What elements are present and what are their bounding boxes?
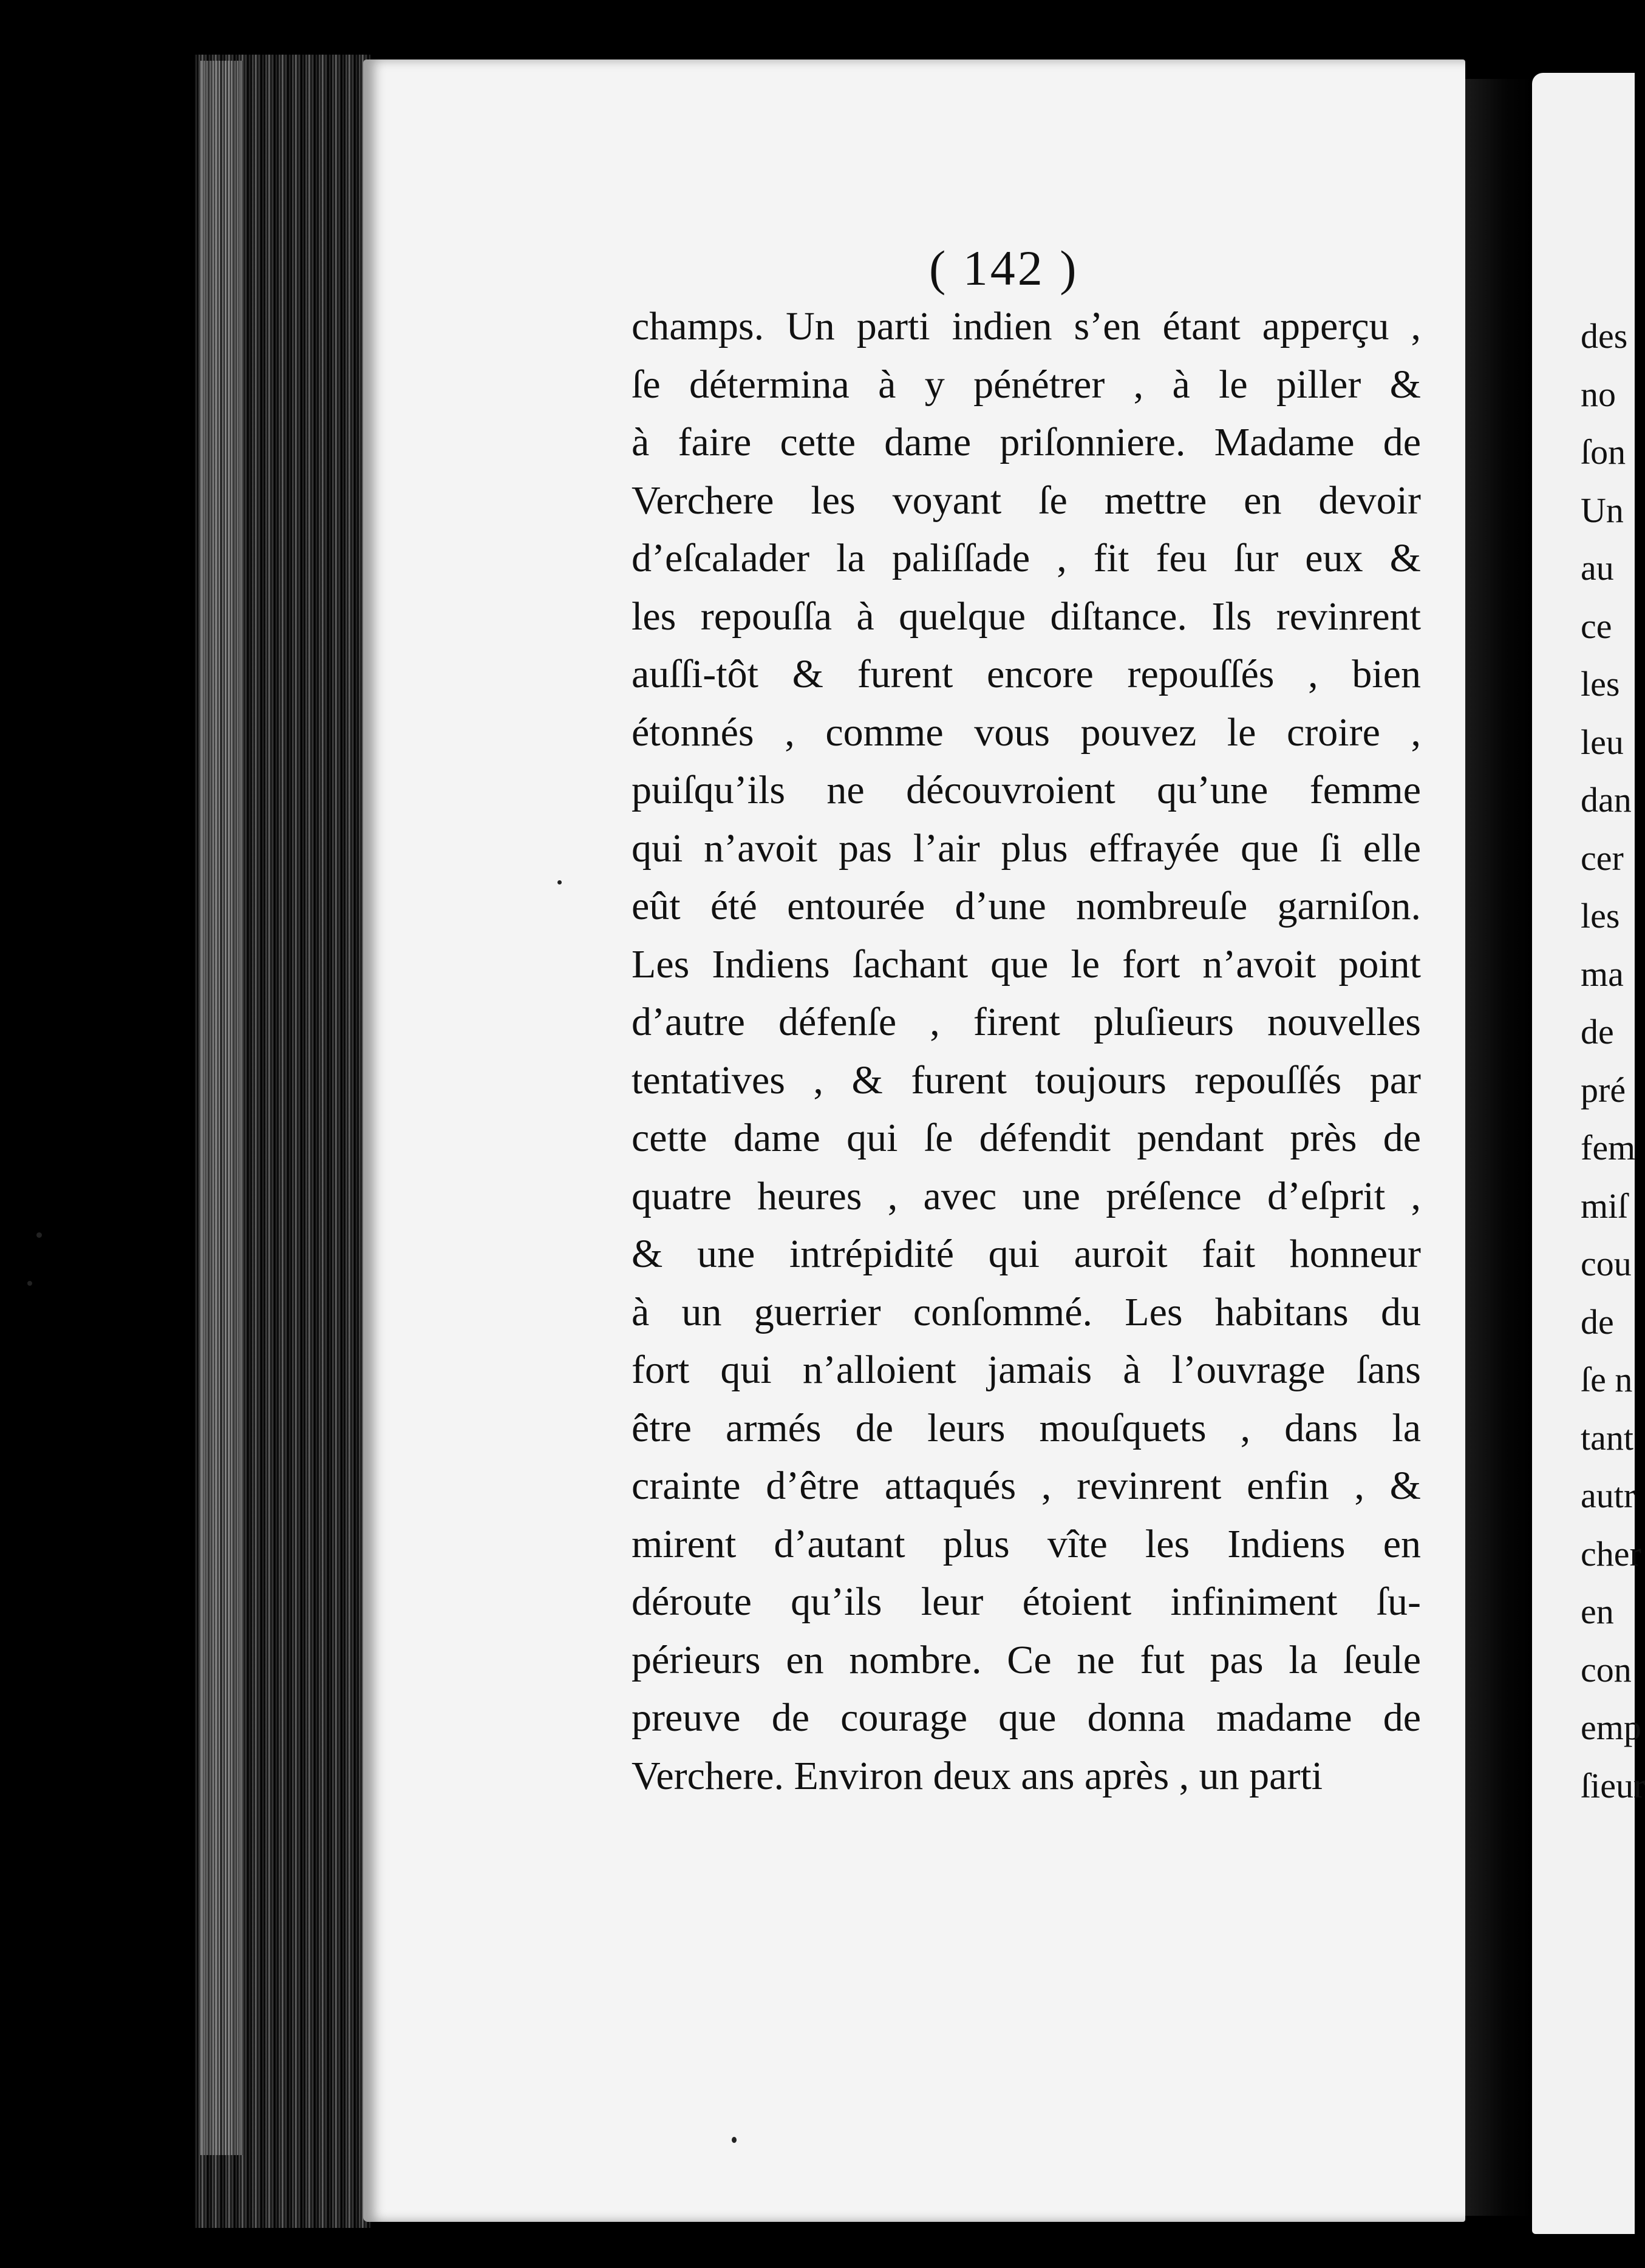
book-gutter — [1465, 79, 1532, 2216]
adjacent-text-fragment: tant — [1581, 1418, 1633, 1458]
adjacent-text-fragment: miſ — [1581, 1186, 1628, 1226]
text-line: Les Indiens ſachant que le fort n’avoit point — [632, 942, 1421, 986]
text-line: & une intrépidité qui auroit fait honneur — [632, 1232, 1421, 1276]
adjacent-text-fragment: cer — [1581, 838, 1624, 878]
adjacent-text-fragment: au — [1581, 548, 1614, 588]
text-line: étonnés , comme vous pouvez le croire , — [632, 710, 1421, 755]
adjacent-text-fragment: ma — [1581, 954, 1624, 994]
text-line: champs. Un parti indien s’en étant apperçu , — [632, 304, 1421, 348]
text-line: déroute qu’ils leur étoient infiniment ſu- — [632, 1580, 1421, 1624]
text-line: crainte d’être attaqués , revinrent enfin , & — [632, 1464, 1421, 1508]
adjacent-text-fragment: emp — [1581, 1708, 1641, 1747]
adjacent-text-fragment: Un — [1581, 490, 1624, 530]
adjacent-text-fragment: leu — [1581, 722, 1624, 762]
adjacent-text-fragment: les — [1581, 664, 1620, 704]
text-line: tentatives , & furent toujours repouſſés par — [632, 1058, 1421, 1102]
text-line: fort qui n’alloient jamais à l’ouvrage ſans — [632, 1348, 1421, 1392]
adjacent-text-fragment: con — [1581, 1649, 1632, 1689]
adjacent-text-fragment: de — [1581, 1012, 1614, 1051]
adjacent-text-fragment: ſieur — [1581, 1765, 1645, 1805]
text-line: puiſqu’ils ne découvroient qu’une femme — [632, 768, 1421, 812]
adjacent-text-fragment: pré — [1581, 1070, 1626, 1110]
adjacent-text-fragment: cou — [1581, 1244, 1632, 1283]
adjacent-text-fragment: autr — [1581, 1476, 1636, 1515]
adjacent-text-fragment: dan — [1581, 780, 1632, 820]
text-line: périeurs en nombre. Ce ne fut pas la ſeule — [632, 1637, 1421, 1682]
text-line: preuve de courage que donna madame de — [632, 1696, 1421, 1740]
text-line: eût été entourée d’une nombreuſe garniſon. — [632, 884, 1421, 928]
adjacent-text-fragment: no — [1581, 374, 1616, 414]
text-line: auſſi-tôt & furent encore repouſſés , bien — [632, 652, 1421, 696]
adjacent-page — [1532, 73, 1645, 2234]
text-line: Verchere. Environ deux ans après , un parti — [632, 1753, 1323, 1798]
dust-speck — [557, 880, 562, 884]
page-number: ( 142 ) — [929, 240, 1079, 296]
text-line: quatre heures , avec une préſence d’eſprit , — [632, 1173, 1421, 1218]
text-line: les repouſſa à quelque diſtance. Ils revinrent — [632, 594, 1421, 639]
adjacent-text-fragment: cher — [1581, 1533, 1641, 1574]
dust-speck — [36, 1232, 42, 1238]
text-line: ſe détermina à y pénétrer , à le piller & — [632, 362, 1421, 407]
text-line: à faire cette dame priſonniere. Madame de — [632, 420, 1421, 464]
text-line: cette dame qui ſe défendit pendant près de — [632, 1116, 1421, 1160]
adjacent-text-fragment: des — [1581, 316, 1628, 356]
adjacent-text-fragment: ce — [1581, 606, 1612, 646]
text-line: d’eſcalader la paliſſade , fit feu ſur eux & — [632, 536, 1421, 580]
text-line: qui n’avoit pas l’air plus effrayée que ſi elle — [632, 826, 1421, 871]
adjacent-text-fragment: fem — [1581, 1128, 1636, 1167]
dust-speck — [27, 1281, 32, 1286]
dust-speck — [732, 2137, 737, 2143]
adjacent-text-fragment: en — [1581, 1592, 1614, 1631]
adjacent-text-fragment: ſe n — [1581, 1360, 1633, 1399]
text-line: être armés de leurs mouſquets , dans la — [632, 1405, 1421, 1450]
text-line: Verchere les voyant ſe mettre en devoir — [632, 478, 1421, 523]
adjacent-text-fragment: les — [1581, 896, 1620, 935]
text-line: d’autre défenſe , firent pluſieurs nouvelles — [632, 1000, 1421, 1044]
text-line: mirent d’autant plus vîte les Indiens en — [632, 1521, 1421, 1566]
adjacent-text-fragment: ſon — [1581, 432, 1626, 472]
book-edge-highlight — [200, 61, 243, 2155]
adjacent-text-fragment: de — [1581, 1302, 1614, 1342]
page-text — [632, 297, 1421, 1805]
text-line: à un guerrier conſommé. Les habitans du — [632, 1289, 1421, 1334]
